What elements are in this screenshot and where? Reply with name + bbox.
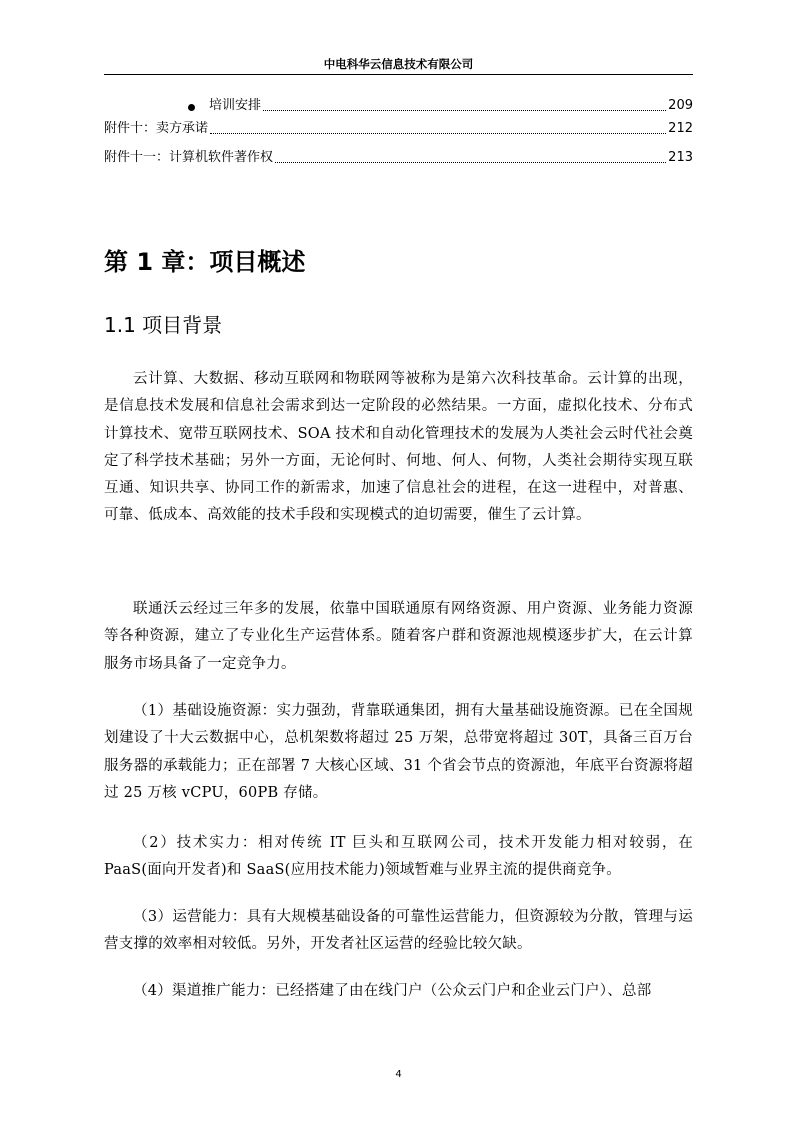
header-divider (104, 74, 693, 75)
body-paragraph-4: （2）技术实力：相对传统 IT 巨头和互联网公司，技术开发能力相对较弱，在 PaaS(面向开发者)和 SaaS(应用技术能力)领域暂难与业界主流的提供商竞争。 (104, 835, 693, 879)
chapter-heading: 第 1 章：项目概述 (104, 248, 306, 276)
toc-entry-appendix-10[interactable] (104, 120, 693, 138)
body-paragraph-1: 云计算、大数据、移动互联网和物联网等被称为是第六次科技革命。云计算的出现，是信息技术发展和信息社会需求到达一定阶段的必然结果。一方面，虚拟化技术、分布式计算技术、宽带互联网技术、SOA 技术和自动化管理技术的发展为人类社会云时代社会奠定了科学技术基础；另外一方面，无论何时、何地、何人、何物，人类社会期待实现互联互通、知识共享、协同工作的新需求，加速了信息社会的进程，在这一进程中，对普惠、可靠、低成本、高效能的技术手段和实现模式的迫切需要，催生了云计算。 (104, 371, 693, 524)
toc-entry-label: 附件十：卖方承诺 (104, 121, 209, 136)
toc-dot-leader (263, 110, 666, 111)
toc-dot-leader (210, 133, 666, 134)
page-header-company: 中电科华云信息技术有限公司 (323, 57, 474, 71)
section-heading: 1.1 项目背景 (104, 313, 223, 337)
toc-entry-appendix-11[interactable] (104, 149, 693, 167)
toc-entry-page: 212 (668, 121, 693, 136)
toc-entry-label: 附件十一：计算机软件著作权 (104, 150, 274, 165)
toc-entry-training[interactable] (104, 97, 693, 115)
body-paragraph-2: 联通沃云经过三年多的发展，依靠中国联通原有网络资源、用户资源、业务能力资源等各种资源，建立了专业化生产运营体系。随着客户群和资源池规模逐步扩大，在云计算服务市场具备了一定竞争力。 (104, 601, 693, 672)
toc-entry-page: 213 (668, 150, 693, 165)
toc-entry-label: 培训安排 (209, 98, 262, 113)
toc-entry-page: 209 (668, 98, 693, 113)
bullet-icon (188, 104, 195, 111)
page-number: 4 (395, 1069, 402, 1080)
body-paragraph-6: （4）渠道推广能力：已经搭建了由在线门户（公众云门户和企业云门户）、总部 (133, 983, 652, 999)
body-paragraph-5: （3）运营能力：具有大规模基础设备的可靠性运营能力，但资源较为分散，管理与运营支撑的效率相对较低。另外，开发者社区运营的经验比较欠缺。 (104, 909, 693, 953)
body-paragraph-3: （1）基础设施资源：实力强劲，背靠联通集团，拥有大量基础设施资源。已在全国规划建设了十大云数据中心，总机架数将超过 25 万架，总带宽将超过 30T，具备三百万台服务器的承载能力；正在部署 7 大核心区域、31 个省会节点的资源池，年底平台资源将超过 25 万核 vCPU，60PB 存储。 (104, 703, 693, 801)
toc-dot-leader (275, 162, 666, 163)
